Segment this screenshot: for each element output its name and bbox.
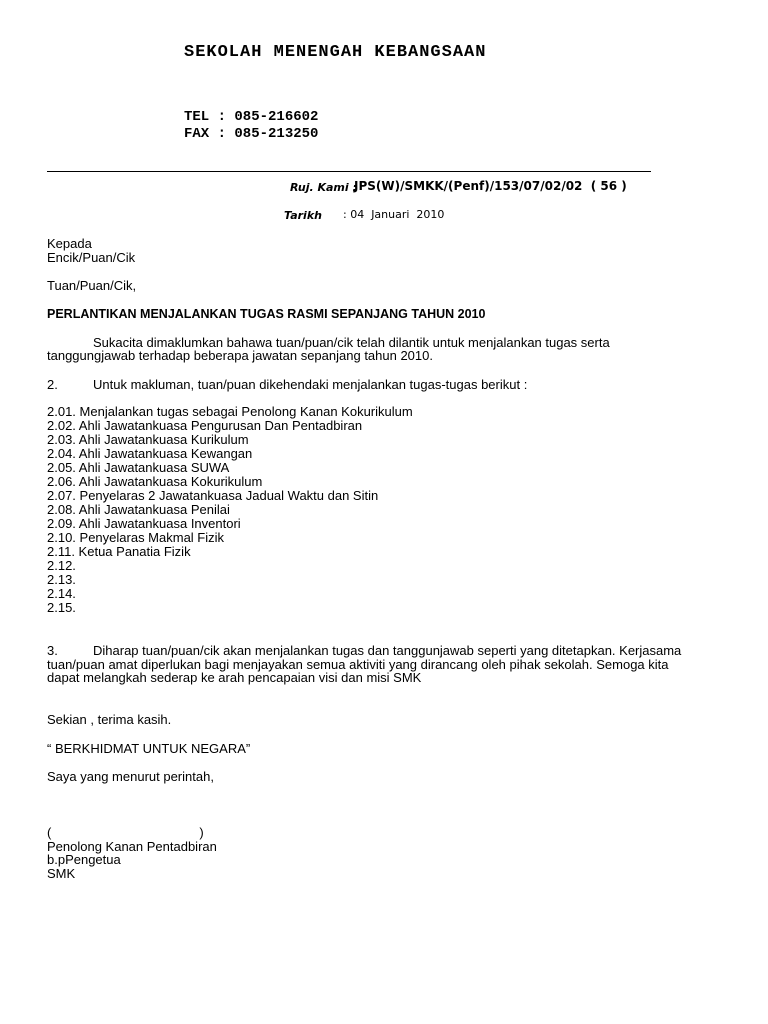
recipient-name: Encik/Puan/Cik xyxy=(47,250,136,265)
list-item: 2.12. xyxy=(47,558,76,573)
reference-number: JPS(W)/SMKK/(Penf)/153/07/02/02 ( 56 ) xyxy=(354,179,627,193)
list-item: 2.05. Ahli Jawatankuasa SUWA xyxy=(47,460,230,475)
header-divider xyxy=(47,171,651,172)
list-item: 2.07. Penyelaras 2 Jawatankuasa Jadual Waktu dan Sitin xyxy=(47,488,379,503)
closing-order: Saya yang menurut perintah, xyxy=(47,769,214,784)
list-item: 2.11. Ketua Panatia Fizik xyxy=(47,544,191,559)
signature-brackets: ( ) xyxy=(47,825,204,840)
paragraph-1-line-1: Sukacita dimaklumkan bahawa tuan/puan/cik telah dilantik untuk menjalankan tugas serta xyxy=(93,335,610,350)
signatory-school: SMK xyxy=(47,866,76,881)
list-item: 2.01. Menjalankan tugas sebagai Penolong Kanan Kokurikulum xyxy=(47,404,413,419)
list-item: 2.03. Ahli Jawatankuasa Kurikulum xyxy=(47,432,249,447)
list-item: 2.13. xyxy=(47,572,76,587)
list-item: 2.10. Penyelaras Makmal Fizik xyxy=(47,530,225,545)
list-item: 2.15. xyxy=(47,600,76,615)
paragraph-1-line-2: tanggungjawab terhadap beberapa jawatan sepanjang tahun 2010. xyxy=(47,348,433,363)
list-item: 2.09. Ahli Jawatankuasa Inventori xyxy=(47,516,241,531)
signatory-on-behalf: b.pPengetua xyxy=(47,852,121,867)
date-value: : 04 Januari 2010 xyxy=(343,208,445,221)
list-item: 2.06. Ahli Jawatankuasa Kokurikulum xyxy=(47,474,263,489)
paragraph-3-line-3: dapat melangkah sederap ke arah pencapaian visi dan misi SMK xyxy=(47,670,422,685)
list-item: 2.04. Ahli Jawatankuasa Kewangan xyxy=(47,446,253,461)
paragraph-3-line-1: Diharap tuan/puan/cik akan menjalankan tugas dan tanggunjawab seperti yang ditetapkan. Kerjasama xyxy=(93,643,682,658)
list-item: 2.08. Ahli Jawatankuasa Penilai xyxy=(47,502,230,517)
paragraph-3-line-2: tuan/puan amat diperlukan bagi menjayakan semua aktiviti yang dirancang oleh pihak sekolah. Semoga kita xyxy=(47,657,669,672)
letter-subject: PERLANTIKAN MENJALANKAN TUGAS RASMI SEPANJANG TAHUN 2010 xyxy=(47,307,486,321)
motto: “ BERKHIDMAT UNTUK NEGARA” xyxy=(47,741,251,756)
reference-label: Ruj. Kami : xyxy=(290,181,357,194)
telephone-number: TEL : 085-216602 xyxy=(184,109,319,125)
fax-number: FAX : 085-213250 xyxy=(184,126,319,142)
paragraph-3-number: 3. xyxy=(47,643,58,658)
recipient-to: Kepada xyxy=(47,236,92,251)
paragraph-2-number: 2. xyxy=(47,377,58,392)
signatory-title: Penolong Kanan Pentadbiran xyxy=(47,839,217,854)
closing-thanks: Sekian , terima kasih. xyxy=(47,712,172,727)
list-item: 2.02. Ahli Jawatankuasa Pengurusan Dan Pentadbiran xyxy=(47,418,363,433)
date-label: Tarikh xyxy=(284,209,322,222)
paragraph-2-text: Untuk makluman, tuan/puan dikehendaki menjalankan tugas-tugas berikut : xyxy=(93,377,528,392)
school-name: SEKOLAH MENENGAH KEBANGSAAN xyxy=(184,43,487,62)
list-item: 2.14. xyxy=(47,586,76,601)
salutation: Tuan/Puan/Cik, xyxy=(47,278,137,293)
